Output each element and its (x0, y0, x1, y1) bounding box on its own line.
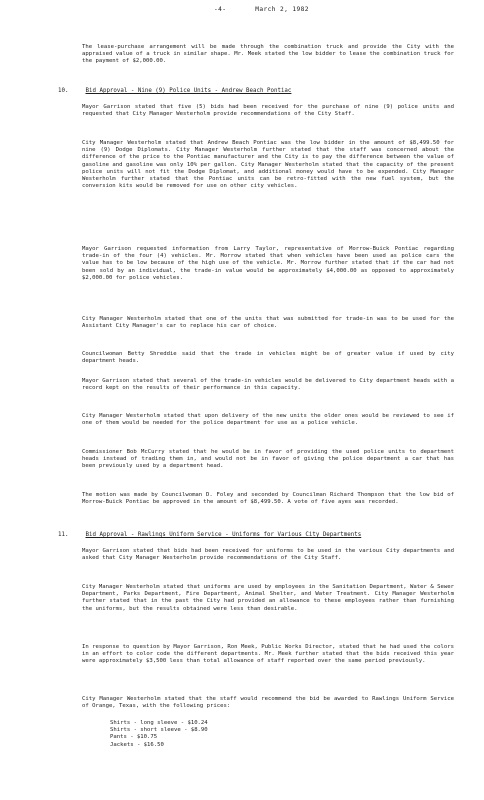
price-item: Shirts - short sleeve - $8.90 (110, 727, 208, 734)
page-number: -4- (214, 6, 227, 13)
intro-paragraph: The lease-purchase arrangement will be made through the combination truck and provide the City with the appraised value of a truck in similar shape. Mr. Meek stated the low bidder to lease the combination truck for the payment of $2,000.00. (82, 44, 454, 65)
meeting-date: March 2, 1982 (255, 6, 309, 13)
paragraph: Mayor Garrison requested information from Larry Taylor, representative of Morrow-Buick Pontiac regarding trade-in of the four (4) vehicles. Mr. Morrow stated that when vehicles have been used as police cars the value has to be low because of the high use of the vehicle. Mr. Morrow further stated that if the car had not been sold by an individual, the trade-in value would be approximately $4,000.00 as opposed to approximately $2,000.00 for police vehicles. (82, 246, 454, 281)
paragraph: City Manager Westerholm stated that the staff would recommend the bid be awarded to Rawlings Uniform Service of Orange, Texas, with the following prices: (82, 696, 454, 710)
paragraph: City Manager Westerholm stated that upon delivery of the new units the older ones would be reviewed to see if one of them would be needed for the police department for use as a police vehicle. (82, 413, 454, 427)
item-10-title (58, 88, 458, 95)
paragraph: Councilwoman Betty Shreddie said that the trade in vehicles might be of greater value if used by city department heads. (82, 351, 454, 365)
paragraph: Commissioner Bob McCurry stated that he would be in favor of providing the used police units to department heads instead of trading them in, and would not be in favor of giving the police department a car that has been previously used by a department head. (82, 449, 454, 470)
paragraph: City Manager Westerholm stated that uniforms are used by employees in the Sanitation Department, Water & Sewer Department, Parks Department, Fire Department, Animal Shelter, and Water Treatment. City Manager Westerholm further stated that in the past the City had provided an allowance to these employees rather than furnishing the uniforms, but the results obtained were less than desirable. (82, 584, 454, 612)
item-title-text: Bid Approval - Rawlings Uniform Service - Uniforms for Various City Departments (85, 532, 362, 538)
paragraph: The motion was made by Councilwoman D. Foley and seconded by Councilman Richard Thompson that the low bid of Morrow-Buick Pontiac be approved in the amount of $8,499.50. A vote of five ayes was recorded. (82, 492, 454, 506)
price-item: Pants - $10.75 (110, 734, 158, 741)
item-number: 11. (58, 532, 69, 538)
paragraph: City Manager Westerholm stated that Andrew Beach Pontiac was the low bidder in the amount of $8,499.50 for nine (9) Dodge Diplomats. City Manager Westerholm further stated that the staff was concerned about the difference of the price to the Pontiac manufacturer and the City is to pay the difference between the value of gasoline and gasoline was only 10% per gallon. City Manager Westerholm stated that the capacity of the present police units will not fit the Dodge Diplomat, and additional money would have to be expended. City Manager Westerholm further stated that the Pontiac units can be retro-fitted with the new fuel system, but the conversion kits would be removed for use on other city vehicles. (82, 140, 454, 190)
item-title-text: Bid Approval - Nine (9) Police Units - Andrew Beach Pontiac (85, 88, 292, 94)
price-list (110, 720, 310, 749)
item-number: 10. (58, 88, 69, 94)
paragraph: Mayor Garrison stated that several of the trade-in vehicles would be delivered to City department heads with a record kept on the results of their performance in this capacity. (82, 378, 454, 392)
page-header (214, 6, 309, 13)
price-item: Jackets - $16.50 (110, 741, 164, 748)
price-item: Shirts - long sleeve - $10.24 (110, 720, 208, 726)
paragraph: City Manager Westerholm stated that one of the units that was submitted for trade-in was to be used for the Assistant City Manager's car to replace his car of choice. (82, 316, 454, 330)
paragraph: In response to question by Mayor Garrison, Ron Meek, Public Works Director, stated that he had used the colors in an effort to color code the different departments. Mr. Meek further stated that the bids received this year were approximately $3,500 less than total allowance of staff reported over the same period previously. (82, 644, 454, 665)
item-11-title (58, 532, 458, 539)
paragraph: Mayor Garrison stated that bids had been received for uniforms to be used in the various City departments and asked that City Manager Westerholm provide recommendations of the City Staff. (82, 548, 454, 562)
paragraph: Mayor Garrison stated that five (5) bids had been received for the purchase of nine (9) police units and requested that City Manager Westerholm provide recommendations of the City Staff. (82, 104, 454, 118)
